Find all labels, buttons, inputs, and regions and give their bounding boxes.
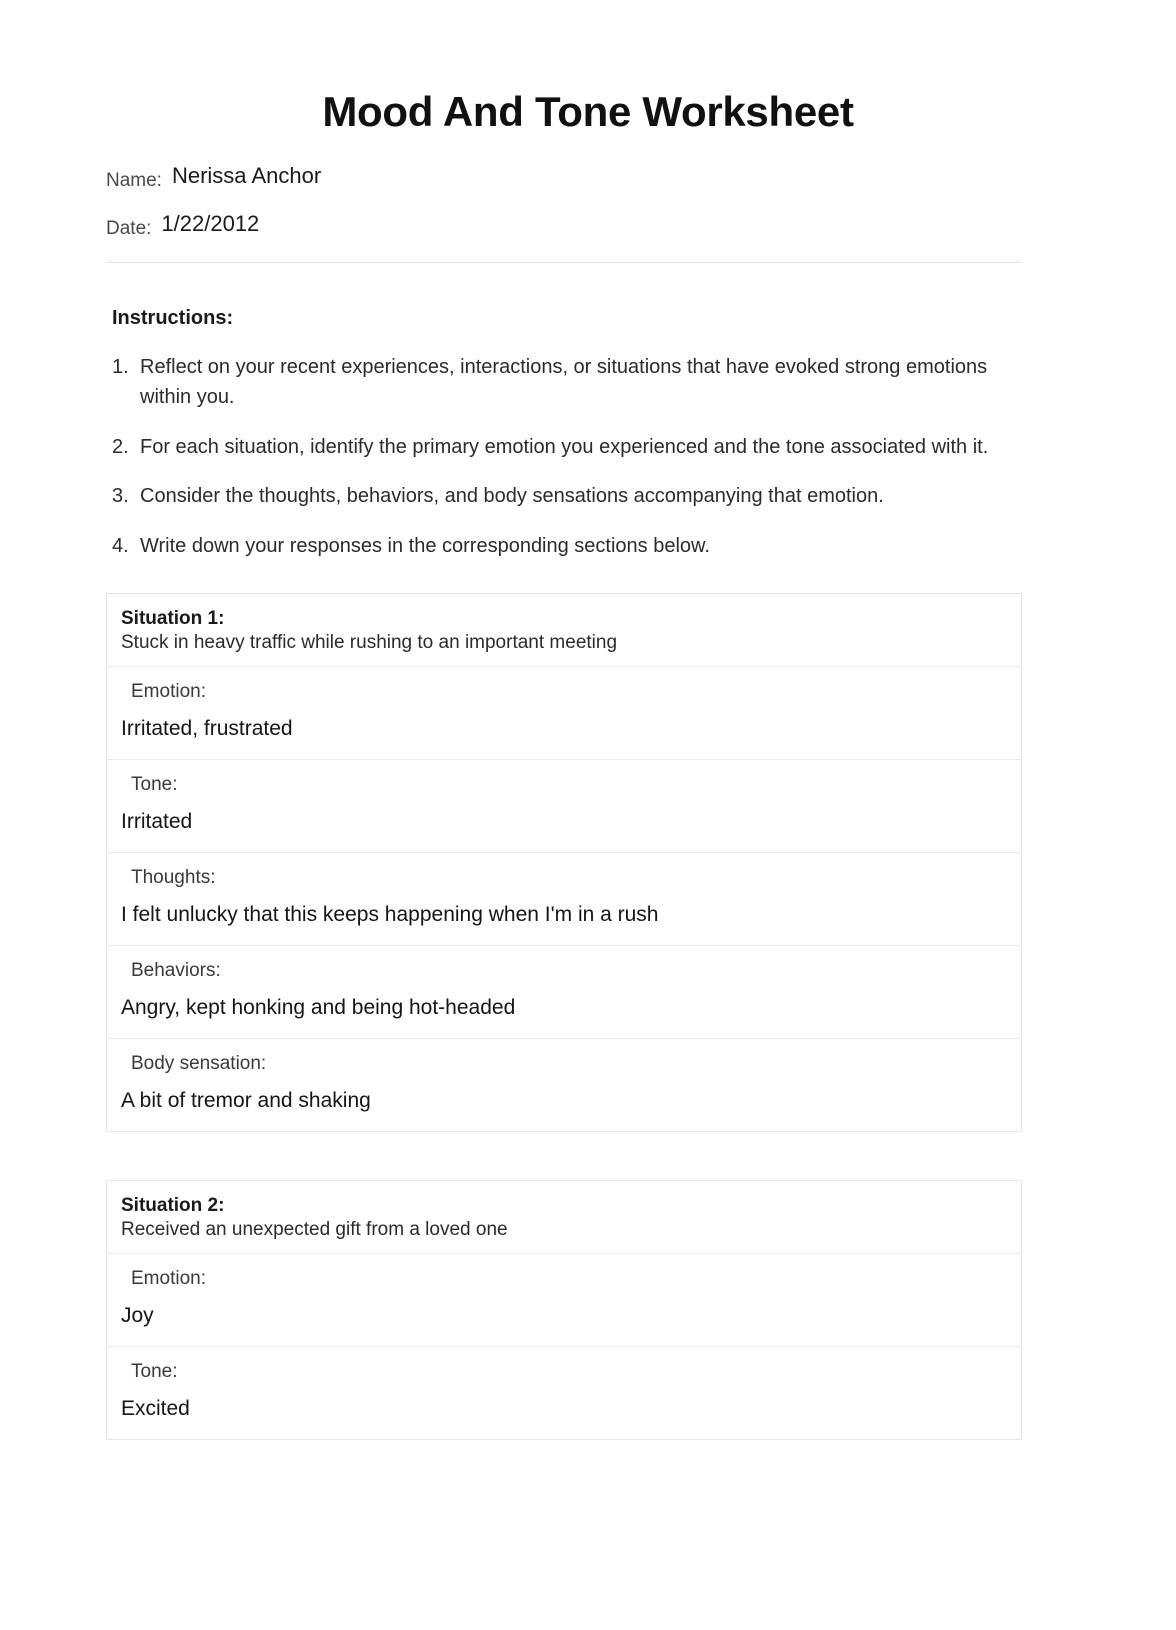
field-value[interactable]: Joy	[121, 1303, 154, 1327]
situation-card	[106, 593, 1022, 1132]
date-value[interactable]: 1/22/2012	[161, 211, 260, 236]
instructions-section	[0, 307, 1176, 561]
field-row-thoughts	[107, 853, 1021, 946]
date-field-row	[106, 211, 1176, 240]
field-row-emotion	[107, 1254, 1021, 1347]
field-value[interactable]: Excited	[121, 1396, 190, 1420]
field-value[interactable]: Irritated	[121, 809, 193, 833]
instruction-text: For each situation, identify the primary emotion you experienced and the tone associated with it.	[140, 435, 989, 458]
situation-header	[107, 594, 1021, 667]
instruction-number: 2.	[112, 435, 129, 458]
field-row-tone	[107, 760, 1021, 853]
field-label: Thoughts:	[131, 866, 216, 888]
field-value[interactable]: Angry, kept honking and being hot-headed	[121, 995, 516, 1019]
field-label: Tone:	[131, 773, 178, 795]
field-value[interactable]: I felt unlucky that this keeps happening when I'm in a rush	[121, 902, 659, 926]
instruction-number: 1.	[112, 356, 129, 378]
name-field-row	[106, 163, 1176, 192]
instruction-item	[112, 352, 1002, 413]
instruction-item	[112, 432, 1002, 462]
instruction-text: Reflect on your recent experiences, interactions, or situations that have evoked strong emotions within you.	[140, 356, 988, 409]
instructions-heading: Instructions:	[112, 307, 234, 329]
field-label: Behaviors:	[131, 959, 221, 981]
field-row-tone	[107, 1347, 1021, 1439]
field-row-emotion	[107, 667, 1021, 760]
situation-description[interactable]: Received an unexpected gift from a loved one	[121, 1218, 508, 1240]
situation-title: Situation 2:	[121, 1194, 225, 1216]
header-divider	[106, 262, 1022, 263]
instruction-number: 3.	[112, 485, 129, 508]
instruction-text: Write down your responses in the corresponding sections below.	[140, 534, 710, 557]
instruction-item	[112, 481, 1002, 511]
name-label: Name:	[106, 170, 162, 191]
situation-card	[106, 1180, 1022, 1440]
field-label: Emotion:	[131, 680, 206, 702]
situation-description[interactable]: Stuck in heavy traffic while rushing to an important meeting	[121, 631, 618, 653]
field-label: Tone:	[131, 1360, 178, 1382]
name-value[interactable]: Nerissa Anchor	[171, 163, 322, 188]
field-row-body-sensation	[107, 1039, 1021, 1131]
field-value[interactable]: Irritated, frustrated	[121, 716, 293, 740]
field-row-behaviors	[107, 946, 1021, 1039]
header-fields	[0, 163, 1176, 240]
instruction-number: 4.	[112, 534, 129, 557]
instruction-text: Consider the thoughts, behaviors, and body sensations accompanying that emotion.	[140, 485, 884, 508]
date-label: Date:	[106, 218, 152, 239]
instruction-item	[112, 531, 1002, 561]
situation-title: Situation 1:	[121, 607, 225, 629]
situation-header	[107, 1181, 1021, 1254]
situations-section	[0, 593, 1176, 1440]
field-value[interactable]: A bit of tremor and shaking	[121, 1088, 371, 1112]
page-title: Mood And Tone Worksheet	[322, 88, 854, 135]
field-label: Emotion:	[131, 1267, 206, 1289]
field-label: Body sensation:	[131, 1052, 267, 1074]
